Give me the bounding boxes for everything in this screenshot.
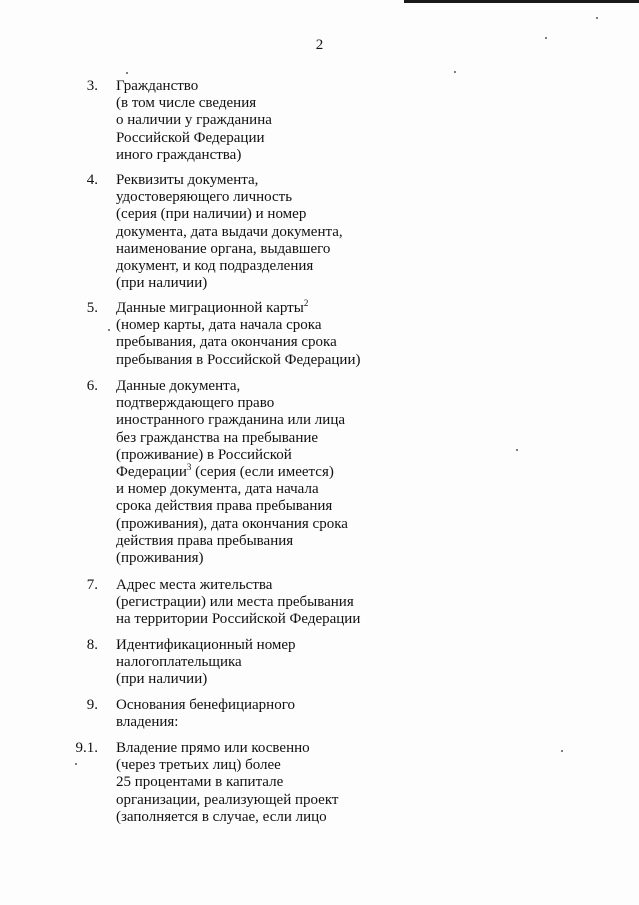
footnote-mark: 2 — [303, 298, 309, 308]
item-text: Данные миграционной карты$^2$ (номер карты, дата начала срока пребывания, дата окончания срока пребывания в Российской Федерации) — [116, 298, 361, 368]
footnote-mark: 3 — [186, 462, 192, 473]
scan-speck — [561, 750, 563, 752]
item-text: Основания бенефициарного владения: — [116, 697, 295, 731]
item-text: Гражданство (в том числе сведения о наличии у гражданина Российской Федерации иного гражданства) — [116, 78, 272, 163]
scan-speck — [75, 763, 77, 765]
item-text: Владение прямо или косвенно (через третьих лиц) более 25 процентами в капитале организации, реализующей проект (заполняется в случае, если лицо — [116, 740, 339, 825]
item-number: 8. — [86, 637, 98, 653]
scan-speck — [596, 17, 598, 19]
item-text: Идентификационный номер налогоплательщика (при наличии) — [116, 637, 296, 688]
scan-speck — [108, 329, 110, 331]
item-number: 6. — [86, 378, 98, 394]
top-rule — [404, 0, 639, 3]
item-number: 5. — [86, 300, 98, 316]
item-text: Адрес места жительства (регистрации) или места пребывания на территории Российской Федерации — [116, 577, 361, 628]
scan-speck — [126, 72, 128, 74]
item-number: 9.1. — [75, 740, 98, 756]
item-number: 7. — [86, 577, 98, 593]
item-text: Данные документа, подтверждающего право иностранного гражданина или лица без гражданства на пребывание (проживание) в Российской Федерации$^3$ (серия (если имеется) и номер документа, дата начала срока действия права пребывания (проживания), дата окончания срока действия права пребывания (проживания) — [116, 378, 348, 567]
item-number: 4. — [86, 172, 98, 188]
scan-speck — [454, 71, 456, 73]
scan-speck — [516, 449, 518, 451]
item-number: 3. — [86, 78, 98, 94]
item-number: 9. — [86, 697, 98, 713]
scan-speck — [545, 37, 547, 39]
page-number: 2 — [315, 37, 324, 53]
item-text: Реквизиты документа, удостоверяющего личность (серия (при наличии) и номер документа, дата выдачи документа, наименование органа, выдавшего документ, и код подразделения (при наличии) — [116, 172, 343, 292]
